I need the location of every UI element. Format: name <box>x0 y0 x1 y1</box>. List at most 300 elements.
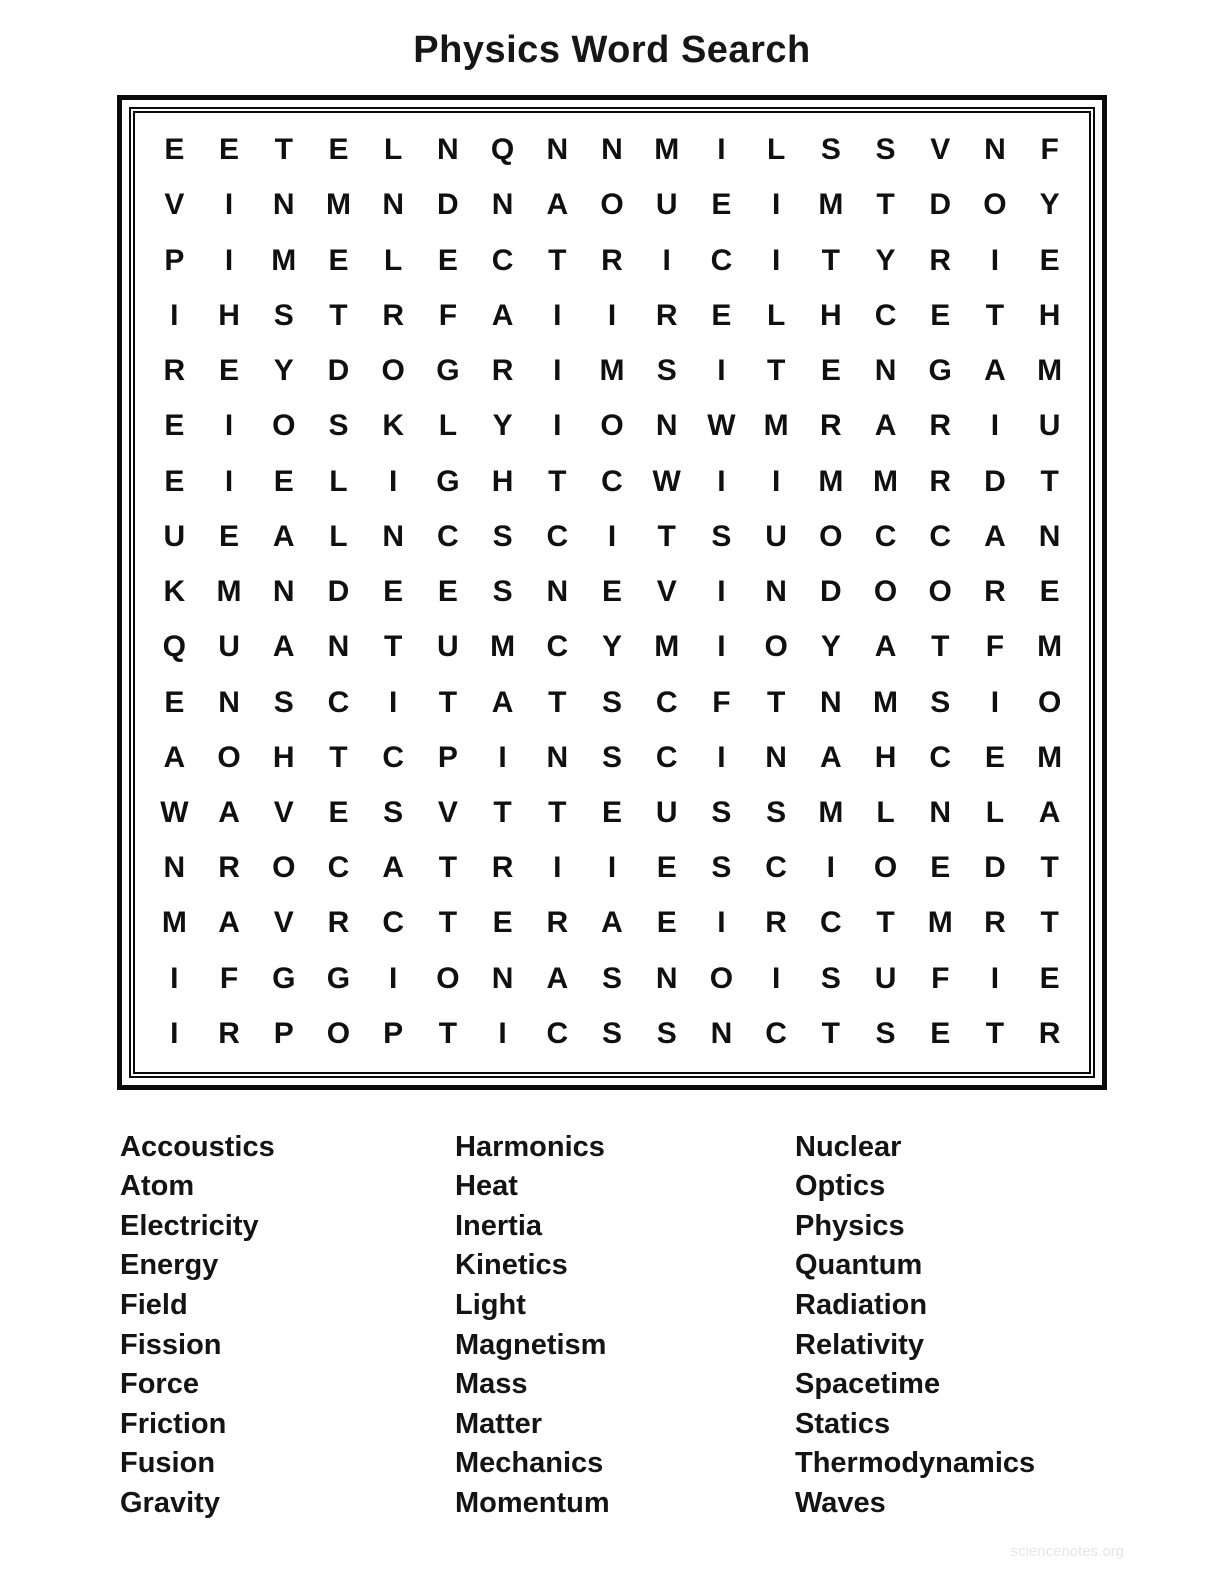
grid-cell-r16-c16: I <box>990 961 1000 995</box>
grid-cell-r10-c1: Q <box>162 630 187 664</box>
word-item: Atom <box>120 1170 195 1203</box>
grid-cell-r8-c5: N <box>382 519 404 553</box>
grid-cell-r6-c11: W <box>707 409 736 443</box>
grid-cell-r17-c17: R <box>1038 1016 1061 1050</box>
grid-cell-r15-c2: A <box>218 906 240 940</box>
grid-cell-r9-c11: I <box>717 575 726 609</box>
grid-cell-r10-c16: F <box>985 630 1005 664</box>
grid-cell-r17-c1: I <box>170 1016 179 1050</box>
grid-cell-r12-c16: E <box>984 740 1005 774</box>
grid-cell-r15-c9: A <box>601 906 623 940</box>
page-title: Physics Word Search <box>413 29 811 71</box>
grid-cell-r13-c7: T <box>493 796 512 830</box>
grid-cell-r12-c4: T <box>329 740 348 774</box>
grid-cell-r6-c14: A <box>874 409 897 443</box>
grid-cell-r3-c13: T <box>821 243 840 277</box>
grid-cell-r4-c9: I <box>607 298 617 332</box>
grid-cell-r16-c4: G <box>326 961 351 995</box>
grid-cell-r15-c10: E <box>656 906 677 940</box>
word-item: Mechanics <box>455 1447 604 1480</box>
grid-cell-r5-c14: N <box>874 354 897 388</box>
grid-cell-r16-c7: N <box>491 961 514 995</box>
grid-cell-r9-c17: E <box>1039 575 1060 609</box>
grid-cell-r9-c1: K <box>163 575 186 609</box>
grid-cell-r3-c3: M <box>271 243 297 277</box>
grid-cell-r16-c5: I <box>388 961 398 995</box>
grid-cell-r1-c10: M <box>654 133 680 167</box>
word-item: Fusion <box>120 1447 216 1480</box>
grid-cell-r16-c13: S <box>820 961 841 995</box>
grid-cell-r14-c2: R <box>218 851 240 885</box>
grid-cell-r14-c1: N <box>163 851 186 885</box>
grid-cell-r4-c5: R <box>382 298 404 332</box>
word-item: Momentum <box>455 1486 610 1519</box>
word-item: Inertia <box>455 1209 543 1242</box>
grid-cell-r15-c5: C <box>382 906 404 940</box>
grid-cell-r3-c12: I <box>771 243 781 277</box>
grid-cell-r13-c11: S <box>711 796 732 830</box>
word-item: Spacetime <box>795 1368 941 1401</box>
grid-cell-r7-c12: I <box>771 464 781 498</box>
grid-cell-r3-c4: E <box>328 243 349 277</box>
grid-cell-r12-c11: I <box>717 740 726 774</box>
grid-cell-r12-c8: N <box>546 740 569 774</box>
grid-cell-r6-c16: I <box>990 409 1000 443</box>
grid-cell-r13-c12: S <box>766 796 787 830</box>
grid-cell-r4-c16: T <box>985 298 1005 332</box>
grid-cell-r6-c8: I <box>553 409 562 443</box>
grid-cell-r6-c9: O <box>600 409 624 443</box>
grid-cell-r5-c3: Y <box>273 354 294 388</box>
grid-cell-r11-c3: S <box>273 685 294 719</box>
grid-cell-r13-c5: S <box>383 796 404 830</box>
grid-cell-r3-c11: C <box>710 243 733 277</box>
grid-cell-r11-c14: M <box>873 685 899 719</box>
grid-cell-r13-c4: E <box>328 796 349 830</box>
grid-cell-r16-c8: A <box>546 961 569 995</box>
grid-cell-r16-c9: S <box>601 961 622 995</box>
puzzle-frame-inner <box>133 111 1091 1074</box>
grid-cell-r15-c16: R <box>984 906 1006 940</box>
word-item: Field <box>120 1288 188 1321</box>
grid-cell-r7-c1: E <box>164 464 185 498</box>
grid-cell-r9-c8: N <box>546 575 569 609</box>
grid-cell-r11-c7: A <box>491 685 514 719</box>
grid-cell-r15-c6: T <box>438 906 458 940</box>
grid-cell-r11-c8: T <box>548 685 567 719</box>
grid-cell-r15-c1: M <box>161 906 187 940</box>
grid-cell-r1-c13: S <box>820 133 841 167</box>
grid-cell-r4-c8: I <box>553 298 562 332</box>
grid-cell-r5-c6: G <box>436 354 460 388</box>
grid-cell-r16-c3: G <box>272 961 296 995</box>
grid-cell-r8-c1: U <box>163 519 186 553</box>
grid-cell-r17-c4: O <box>326 1016 351 1050</box>
word-item: Kinetics <box>455 1249 568 1282</box>
grid-cell-r15-c14: T <box>876 906 895 940</box>
grid-cell-r14-c8: I <box>553 851 562 885</box>
grid-cell-r4-c11: E <box>711 298 732 332</box>
grid-cell-r11-c5: I <box>388 685 398 719</box>
grid-cell-r13-c13: M <box>818 796 844 830</box>
grid-cell-r4-c4: T <box>329 298 348 332</box>
grid-cell-r14-c11: S <box>711 851 732 885</box>
grid-cell-r3-c10: I <box>662 243 671 277</box>
word-item: Accoustics <box>120 1130 275 1163</box>
grid-cell-r10-c12: O <box>764 630 788 664</box>
grid-cell-r7-c17: T <box>1040 464 1059 498</box>
grid-cell-r2-c15: D <box>929 188 952 222</box>
grid-cell-r5-c7: R <box>491 354 514 388</box>
grid-cell-r11-c12: T <box>766 685 786 719</box>
grid-cell-r14-c10: E <box>656 851 677 885</box>
grid-cell-r2-c5: N <box>382 188 404 222</box>
grid-cell-r15-c13: C <box>819 906 842 940</box>
grid-cell-r11-c4: C <box>327 685 350 719</box>
grid-cell-r6-c5: K <box>382 409 404 443</box>
grid-cell-r8-c4: L <box>329 519 348 553</box>
word-item: Magnetism <box>455 1328 607 1361</box>
grid-cell-r3-c8: T <box>548 243 567 277</box>
grid-cell-r17-c11: N <box>710 1016 733 1050</box>
grid-cell-r2-c4: M <box>325 188 351 222</box>
grid-cell-r11-c17: O <box>1037 685 1062 719</box>
grid-cell-r7-c15: R <box>929 464 952 498</box>
grid-cell-r12-c14: H <box>874 740 897 774</box>
grid-cell-r15-c7: E <box>492 906 513 940</box>
grid-cell-r6-c7: Y <box>492 409 513 443</box>
grid-cell-r13-c16: L <box>985 796 1005 830</box>
grid-cell-r7-c13: M <box>818 464 844 498</box>
grid-cell-r14-c15: E <box>930 851 951 885</box>
grid-cell-r1-c6: N <box>437 133 459 167</box>
grid-cell-r4-c7: A <box>491 298 514 332</box>
grid-cell-r1-c4: E <box>328 133 349 167</box>
grid-cell-r2-c6: D <box>437 188 459 222</box>
grid-cell-r7-c2: I <box>224 464 234 498</box>
grid-cell-r4-c17: H <box>1038 298 1061 332</box>
grid-cell-r4-c6: F <box>438 298 458 332</box>
grid-cell-r4-c14: C <box>874 298 897 332</box>
grid-cell-r10-c13: Y <box>820 630 841 664</box>
grid-cell-r8-c7: S <box>492 519 513 553</box>
grid-cell-r4-c2: H <box>218 298 240 332</box>
grid-cell-r17-c5: P <box>383 1016 404 1050</box>
grid-cell-r14-c16: D <box>984 851 1006 885</box>
grid-cell-r12-c13: A <box>819 740 842 774</box>
grid-cell-r17-c6: T <box>438 1016 458 1050</box>
grid-cell-r1-c5: L <box>384 133 403 167</box>
grid-cell-r8-c9: I <box>607 519 617 553</box>
grid-cell-r1-c7: Q <box>490 133 515 167</box>
grid-cell-r1-c8: N <box>546 133 569 167</box>
grid-cell-r3-c6: E <box>437 243 458 277</box>
grid-cell-r9-c10: V <box>656 575 677 609</box>
grid-cell-r5-c1: R <box>163 354 186 388</box>
word-item: Light <box>455 1288 526 1321</box>
grid-cell-r13-c2: A <box>218 796 240 830</box>
word-item: Physics <box>795 1209 905 1242</box>
grid-cell-r17-c9: S <box>601 1016 622 1050</box>
grid-cell-r10-c10: M <box>654 630 680 664</box>
grid-cell-r11-c10: C <box>655 685 678 719</box>
grid-cell-r8-c6: C <box>437 519 459 553</box>
grid-cell-r8-c17: N <box>1038 519 1061 553</box>
grid-cell-r3-c9: R <box>601 243 623 277</box>
grid-cell-r14-c7: R <box>491 851 514 885</box>
grid-cell-r5-c8: I <box>553 354 562 388</box>
grid-cell-r11-c1: E <box>164 685 185 719</box>
grid-cell-r10-c7: M <box>490 630 516 664</box>
grid-cell-r14-c3: O <box>272 851 296 885</box>
grid-cell-r3-c7: C <box>491 243 514 277</box>
grid-cell-r11-c15: S <box>930 685 951 719</box>
grid-cell-r15-c15: M <box>927 906 953 940</box>
grid-cell-r1-c3: T <box>274 133 293 167</box>
grid-cell-r11-c16: I <box>990 685 1000 719</box>
grid-cell-r6-c4: S <box>328 409 349 443</box>
grid-cell-r2-c3: N <box>272 188 295 222</box>
grid-cell-r6-c2: I <box>224 409 234 443</box>
grid-cell-r1-c15: V <box>930 133 951 167</box>
grid-cell-r6-c17: U <box>1038 409 1061 443</box>
grid-cell-r2-c11: E <box>711 188 732 222</box>
letter-grid <box>147 123 1077 1062</box>
grid-cell-r10-c5: T <box>384 630 403 664</box>
grid-cell-r4-c13: H <box>819 298 842 332</box>
word-item: Energy <box>120 1249 219 1282</box>
grid-cell-r1-c9: N <box>601 133 623 167</box>
word-item: Radiation <box>795 1288 928 1321</box>
grid-cell-r4-c12: L <box>766 298 786 332</box>
grid-cell-r11-c11: F <box>712 685 731 719</box>
grid-cell-r10-c11: I <box>717 630 726 664</box>
word-item: Statics <box>795 1407 891 1440</box>
grid-cell-r4-c15: E <box>930 298 951 332</box>
grid-cell-r9-c12: N <box>765 575 787 609</box>
grid-cell-r7-c3: E <box>273 464 294 498</box>
grid-cell-r17-c8: C <box>546 1016 569 1050</box>
grid-cell-r9-c14: O <box>873 575 898 609</box>
grid-cell-r1-c2: E <box>219 133 240 167</box>
grid-cell-r2-c14: T <box>876 188 895 222</box>
grid-cell-r12-c2: O <box>217 740 241 774</box>
grid-cell-r5-c9: M <box>599 354 625 388</box>
grid-cell-r15-c8: R <box>546 906 569 940</box>
grid-cell-r8-c15: C <box>929 519 952 553</box>
grid-cell-r1-c12: L <box>766 133 786 167</box>
grid-cell-r13-c1: W <box>160 796 189 830</box>
grid-cell-r7-c4: L <box>329 464 348 498</box>
watermark-text: sciencenotes.org <box>1010 1543 1124 1560</box>
grid-cell-r14-c4: C <box>327 851 350 885</box>
grid-cell-r16-c17: E <box>1039 961 1060 995</box>
word-list <box>120 1128 1224 1524</box>
grid-cell-r8-c2: E <box>219 519 240 553</box>
grid-cell-r6-c3: O <box>272 409 296 443</box>
grid-cell-r7-c9: C <box>601 464 623 498</box>
grid-cell-r13-c6: V <box>437 796 458 830</box>
puzzle-frame-mid <box>129 107 1095 1078</box>
grid-cell-r13-c3: V <box>273 796 294 830</box>
grid-cell-r11-c2: N <box>218 685 240 719</box>
grid-cell-r9-c4: D <box>327 575 350 609</box>
word-item: Friction <box>120 1407 227 1440</box>
puzzle-frame-outer <box>117 95 1107 1090</box>
grid-cell-r17-c15: E <box>930 1016 951 1050</box>
grid-cell-r14-c13: I <box>826 851 835 885</box>
grid-cell-r2-c9: O <box>600 188 624 222</box>
grid-cell-r2-c1: V <box>164 188 185 222</box>
word-item: Matter <box>455 1407 543 1440</box>
grid-cell-r9-c6: E <box>437 575 458 609</box>
grid-cell-r3-c2: I <box>224 243 234 277</box>
grid-cell-r1-c1: E <box>164 133 185 167</box>
grid-cell-r17-c12: C <box>765 1016 787 1050</box>
grid-cell-r7-c6: G <box>436 464 460 498</box>
word-item: Quantum <box>795 1249 923 1282</box>
grid-cell-r5-c15: G <box>928 354 952 388</box>
grid-cell-r4-c3: S <box>273 298 294 332</box>
grid-cell-r10-c2: U <box>218 630 240 664</box>
grid-cell-r17-c7: I <box>498 1016 507 1050</box>
grid-cell-r10-c9: Y <box>601 630 622 664</box>
grid-cell-r17-c10: S <box>656 1016 677 1050</box>
grid-cell-r5-c16: A <box>984 354 1006 388</box>
grid-cell-r5-c10: S <box>656 354 677 388</box>
grid-cell-r5-c11: I <box>717 354 726 388</box>
grid-cell-r8-c11: S <box>711 519 732 553</box>
grid-cell-r5-c5: O <box>381 354 405 388</box>
grid-cell-r13-c17: A <box>1038 796 1061 830</box>
word-column-1 <box>120 1128 455 1524</box>
grid-cell-r17-c16: T <box>985 1016 1005 1050</box>
grid-cell-r13-c8: T <box>548 796 567 830</box>
grid-cell-r4-c1: I <box>170 298 179 332</box>
grid-cell-r9-c5: E <box>383 575 404 609</box>
word-item: Optics <box>795 1170 886 1203</box>
grid-cell-r8-c14: C <box>874 519 897 553</box>
grid-cell-r12-c15: C <box>929 740 952 774</box>
grid-cell-r12-c12: N <box>765 740 787 774</box>
grid-cell-r14-c5: A <box>382 851 404 885</box>
grid-cell-r12-c1: A <box>163 740 186 774</box>
grid-cell-r13-c14: L <box>876 796 895 830</box>
grid-cell-r6-c12: M <box>763 409 789 443</box>
word-column-2 <box>455 1128 795 1524</box>
grid-cell-r1-c11: I <box>717 133 726 167</box>
grid-cell-r2-c17: Y <box>1039 188 1060 222</box>
grid-cell-r2-c2: I <box>224 188 234 222</box>
grid-cell-r13-c15: N <box>929 796 952 830</box>
grid-cell-r9-c13: D <box>819 575 842 609</box>
grid-cell-r15-c4: R <box>327 906 350 940</box>
grid-cell-r14-c6: T <box>438 851 458 885</box>
grid-cell-r1-c17: F <box>1040 133 1059 167</box>
grid-cell-r9-c7: S <box>492 575 513 609</box>
grid-cell-r10-c4: N <box>327 630 350 664</box>
grid-cell-r8-c12: U <box>765 519 787 553</box>
grid-cell-r10-c3: A <box>272 630 295 664</box>
grid-cell-r6-c13: R <box>819 409 842 443</box>
grid-cell-r16-c2: F <box>219 961 239 995</box>
grid-cell-r6-c15: R <box>929 409 952 443</box>
grid-cell-r10-c8: C <box>546 630 569 664</box>
grid-cell-r17-c13: T <box>821 1016 840 1050</box>
grid-cell-r8-c3: A <box>272 519 295 553</box>
grid-cell-r9-c2: M <box>216 575 242 609</box>
word-column-3 <box>795 1128 1195 1524</box>
grid-cell-r16-c1: I <box>170 961 179 995</box>
grid-cell-r1-c14: S <box>875 133 896 167</box>
grid-cell-r16-c14: U <box>874 961 897 995</box>
grid-cell-r3-c5: L <box>384 243 403 277</box>
grid-cell-r16-c11: O <box>709 961 734 995</box>
grid-cell-r16-c15: F <box>931 961 950 995</box>
word-item: Nuclear <box>795 1130 902 1163</box>
word-item: Gravity <box>120 1486 220 1519</box>
grid-cell-r7-c16: D <box>984 464 1006 498</box>
grid-cell-r7-c11: I <box>717 464 726 498</box>
grid-cell-r5-c17: M <box>1037 354 1063 388</box>
grid-cell-r11-c9: S <box>601 685 622 719</box>
grid-cell-r17-c3: P <box>273 1016 294 1050</box>
grid-cell-r10-c15: T <box>931 630 950 664</box>
grid-cell-r7-c10: W <box>652 464 681 498</box>
grid-cell-r12-c9: S <box>601 740 622 774</box>
grid-cell-r6-c6: L <box>438 409 458 443</box>
grid-cell-r2-c8: A <box>546 188 569 222</box>
grid-cell-r6-c1: E <box>164 409 185 443</box>
grid-cell-r15-c17: T <box>1040 906 1059 940</box>
grid-cell-r14-c9: I <box>607 851 617 885</box>
word-item: Thermodynamics <box>795 1447 1036 1480</box>
word-item: Harmonics <box>455 1130 605 1163</box>
word-item: Electricity <box>120 1209 259 1242</box>
grid-cell-r2-c13: M <box>818 188 844 222</box>
grid-cell-r5-c12: T <box>766 354 786 388</box>
grid-cell-r2-c12: I <box>771 188 781 222</box>
grid-cell-r9-c16: R <box>984 575 1006 609</box>
word-item: Force <box>120 1368 199 1401</box>
grid-cell-r3-c15: R <box>929 243 952 277</box>
grid-cell-r4-c10: R <box>655 298 678 332</box>
grid-cell-r9-c9: E <box>601 575 622 609</box>
grid-cell-r16-c12: I <box>771 961 781 995</box>
grid-cell-r8-c13: O <box>819 519 843 553</box>
word-item: Relativity <box>795 1328 924 1361</box>
grid-cell-r12-c10: C <box>655 740 678 774</box>
grid-cell-r9-c3: N <box>272 575 295 609</box>
grid-cell-r1-c16: N <box>984 133 1006 167</box>
grid-cell-r3-c14: Y <box>875 243 896 277</box>
grid-cell-r13-c10: U <box>655 796 678 830</box>
grid-cell-r16-c6: O <box>436 961 460 995</box>
word-item: Mass <box>455 1368 528 1401</box>
grid-cell-r15-c12: R <box>765 906 787 940</box>
grid-cell-r12-c5: C <box>382 740 404 774</box>
grid-cell-r5-c13: E <box>820 354 841 388</box>
grid-cell-r5-c2: E <box>219 354 240 388</box>
grid-cell-r14-c12: C <box>765 851 787 885</box>
grid-cell-r7-c14: M <box>873 464 899 498</box>
grid-cell-r8-c10: T <box>657 519 676 553</box>
grid-cell-r9-c15: O <box>928 575 952 609</box>
grid-cell-r8-c16: A <box>984 519 1006 553</box>
grid-cell-r5-c4: D <box>327 354 350 388</box>
grid-cell-r6-c10: N <box>655 409 678 443</box>
grid-cell-r12-c3: H <box>272 740 295 774</box>
